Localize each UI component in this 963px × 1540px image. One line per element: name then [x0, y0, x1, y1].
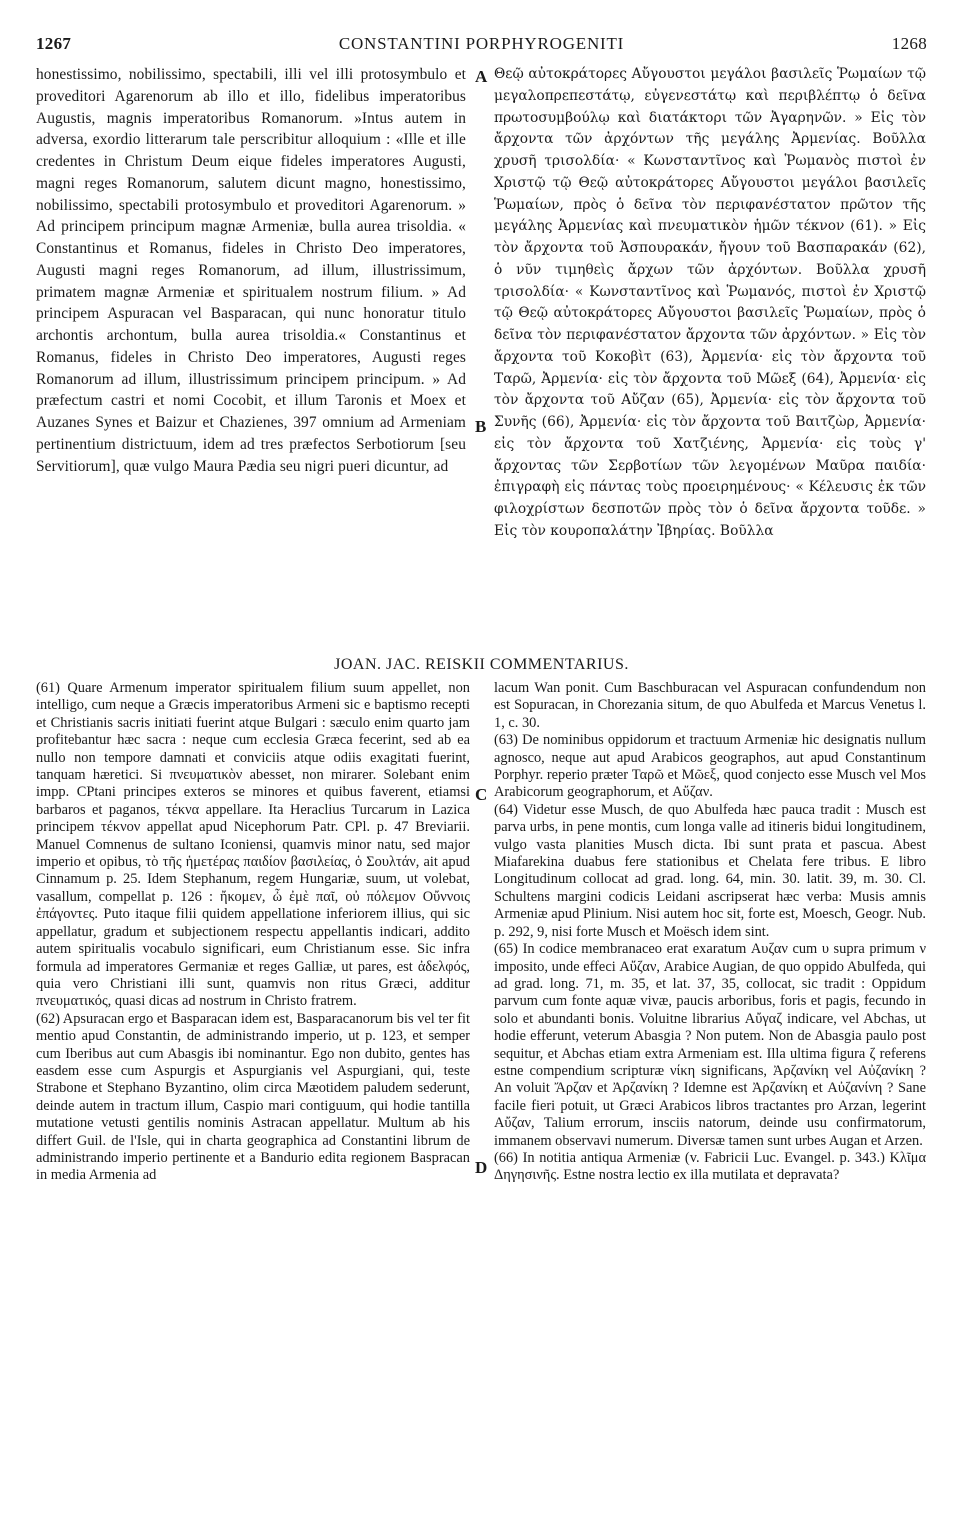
commentary-heading: JOAN. JAC. REISKII COMMENTARIUS.	[334, 656, 629, 673]
commentary-note: lacum Wan ponit. Cum Baschburacan vel Aspuracan confundendum non est Sopuracan, in Chorezania situm, de quo Abulfeda et Marcus Venetus l. 1, c. 30.	[494, 680, 926, 731]
section-marker-d: D	[475, 1158, 488, 1177]
commentary-note: (66) In notitia antiqua Armeniæ (v. Fabricii Luc. Evangel. p. 343.) Κλῖμα Δηγησινῆς. Estne nostra lectio ex illa mutilata et depravata?	[494, 1149, 926, 1184]
commentary-note: (61) Quare Armenum imperator spiritualem filium suum appellet, non intelligo, cum neque a Græcis imperatoribus Armeni sic e baptismo recepti et Christianis sacris initiati fuerint atque Bulgari : sæculo enim quarto jam profitebantur hæc sacra : neque cum ecclesia Græca fecerint, sed ab ea nullo non tempore damnati et conviciis atque odiis exagitati fuerint, tanquam hæretici. Si πνευματικὸν abesset, non mirarer. Solebant enim impp. CPtani principes exteros se minores et quibus faverent, etiamsi barbaros et paganos, τέκνα appellare. Ita Heraclius Turcarum in Lazica principem τέκνον appellat apud Nicephorum Patr. CPl. p. 47 Breviarii. Manuel Comnenus de sultano Iconiensi, quamvis minor natu, sed major imperio et opibus, τὸ τῆς ἡμετέρας παιδίον βασιλείας, ὁ Σουλτάν, ait apud Cinnamum p. 25. Idem Stephanum, regem Hungariæ, suum, ut volebat, vasallum, compellat p. 126 : ἤκομεν, ὦ ἐμὲ παῖ, οὐ πόλεμον Οὔννοις ἐπάγοντες. Puto itaque filii quidem appellatione inferiorem illius, qui sic appellatur, gradum et subjectionem respectu appellantis indicari, addito autem spiritualis vocabulo significari, eum Christianum esse. Sic infra formula ad imperatores Germaniæ et reges Galliæ, ut pares, est ἀδελφός, quia vero Christiani illi sunt, quamvis non ritus Græci, additur πνευματικός, quasi dicas ad nostrum in Christo fratrem.	[36, 680, 470, 1010]
section-marker-c: C	[475, 785, 488, 804]
commentary-note: (63) De nominibus oppidorum et tractuum Armeniæ hic designatis nullum agnosco, neque aut apud Arabicos geographos, aut apud Constantinum Porphyr. reperio præter Ταρῶ et Μῶεξ, quod conjecto esse Musch vel Mos Arabicorum geographorum, et Αὔζαν.	[494, 732, 926, 801]
running-title: CONSTANTINI PORPHYROGENITI	[338, 34, 625, 53]
commentary-note: (64) Videtur esse Musch, de quo Abulfeda hæc pauca tradit : Musch est parva urbs, in pene montis, cum longa valle ad itineris bidui longitudinem, vulgo vasta planities Musch dicta. Ibi sunt prata et pascua. Abest Miafarekina duabus fere stationibus et Chelata fere tribus. E libro Longitudinum collocat ad grad. long. 64, min. 30. latit. 39, m. 30. Cl. Schultens margini codicis Leidani ascripserat hæc verba: Musis amnis Armeniæ apud Plinium. Nisi autem hoc sit, forte est, Moesch, Geogr. Nub. p. 292, 9, nisi forte Musch et Moësch idem sint.	[494, 801, 926, 940]
commentary-right-column	[494, 680, 926, 1185]
section-marker-b: B	[475, 417, 487, 436]
commentary-note: (62) Apsuracan ergo et Basparacan idem est, Basparacanorum bis vel ter fit mentio apud Constantin, de administrando imperio, ut p. 123, et semper cum Iberibus aut cum Abasgis ibi nominantur. Ego non dubito, gentes has easdem esse cum Aspurgis et Aspurgianis vel Aspurgiani, qui, teste Strabone et Stephano Byzantino, olim circa Mæotidem paludem sederunt, deinde autem in tractum illum, Caspio mari contiguum, qui hodie tantilla mutatione vetusti gentilis nominis Astracan appellatur. Multum ab his differt Guil. de l'Isle, qui in charta geographica ad Constantini librum de administrando imperio pertinente et a Bandurio edita regionem Baspracan in media Armenia ad	[36, 1010, 470, 1184]
section-marker-a: A	[475, 67, 488, 86]
commentary-left-column	[36, 680, 470, 1185]
commentary-note: (65) In codice membranaceo erat exaratum Αυζαν cum υ supra primum ν imposito, unde effeci Αὔζαν, Arabice Augian, de quo oppido Abulfeda, qui ad grad. long. 71, m. 35, et lat. 37, 35, collocat, sic tradit : Oppidum parvum cum fonte aquæ vivæ, paucis arboribus, foris et pagis, fecundo in solo et abundanti bonis. Voluitne librarius Αὔγαζ indicare, vel Abchas, ut hodie efferunt, veterum Abasgia ? Non putem. Non de Abasgia paulo post sequitur, et Abchas etiam extra Armeniam est. Illa ultima figura ζ referens estne compendium scripturæ νίκη significans, Ἀρζανίκη vel Αὐζανίκη ? An voluit Ἄρζαν et Ἀρζανίκη ? Idemne est Ἀρζανίκη et Αὐζανίνη ? Sane facile fieri potuit, ut Græci Arabicos libros tractantes pro Arzan, legerint Αὔζαν, Talium errorum, insciis natorum, deinde usu confirmatorum, immanem observavi numerum. Diversæ tamen sunt urbes Augan et Arzen.	[494, 941, 926, 1149]
greek-text-column	[494, 64, 926, 543]
greek-text: Θεῷ αὐτοκράτορες Αὔγουστοι μεγάλοι βασιλεῖς Ῥωμαίων τῷ μεγαλοπρεπεστάτῳ, εὐγενεστάτῳ καὶ περιβλέπτῳ ὁ δεῖνα πρωτοσυμβούλῳ καὶ διατάκτορι τῶν Ἀγαρηνῶν. » Εἰς τὸν ἄρχοντα τῶν ἀρχόντων τῆς μεγάλης Ἀρμενίας. Βοῦλλα χρυσῆ τρισολδία· « Κωνσταντῖνος καὶ Ῥωμανὸς πιστοὶ ἐν Χριστῷ τῷ Θεῷ αὐτοκράτορες Αὔγουστοι μεγάλοι βασιλεῖς Ῥωμαίων, πρὸς ὁ δεῖνα τὸν περιφανέστατον πρῶτον τῆς μεγάλης Ἀρμενίας καὶ πνευματικὸν ἡμῶν τέκνον (61). » Εἰς τὸν ἄρχοντα τοῦ Ἀσπουρακάν, ἤγουν τοῦ Βασπαρακάν (62), ὁ νῦν τιμηθεὶς ἄρχων τῶν ἀρχόντων. Βοῦλλα χρυσῆ τρισολδία· « Κωνσταντῖνος καὶ Ῥωμανός, πιστοὶ ἐν Χριστῷ τῷ Θεῷ αὐτοκράτορες Αὔγουστοι βασιλεῖς Ῥωμαίων, πρὸς ὁ δεῖνα τὸν περιφανέστατον ἄρχοντα τῶν ἀρχόντων. » Εἰς τὸν ἄρχοντα τοῦ Κοκοβὶτ (63), Ἀρμενία· εἰς τὸν ἄρχοντα τοῦ Ταρῶ, Ἀρμενία· εἰς τὸν ἄρχοντα τοῦ Μῶεξ (64), Ἀρμενία· εἰς τὸν ἄρχοντα τοῦ Αὔζαν (65), Ἀρμενία· εἰς τὸν ἄρχοντα τοῦ Συνῆς (66), Ἀρμενία· εἰς τὸν ἄρχοντα τοῦ Βαιτζὼρ, Ἀρμενία· εἰς τὸν ἄρχοντα τοῦ Χατζιένης, Ἀρμενία· εἰς τοὺς γ' ἄρχοντας τῶν Σερβοτίων τῶν λεγομένων Μαῦρα παιδία· ἐπιγραφὴ εἰς πάντας τοὺς προειρημένους· « Κέλευσις ἐκ τῶν φιλοχρίστων δεσποτῶν πρὸς τὸν ὁ δεῖνα ἄρχοντα τοῦδε. » Εἰς τὸν κουροπαλάτην Ἰβηρίας. Βοῦλλα	[494, 66, 926, 539]
running-header	[36, 34, 927, 56]
latin-text: honestissimo, nobilissimo, spectabili, illi vel illi protosymbulo et proveditori Agarenorum ab illo et illo, fidelibus imperatoribus Augustis, magnis imperatoribus Romanorum. »Intus autem in adversa, exordio litterarum tale perscribitur alloquium : «Ille et ille credentes in Christum Deum eique fideles imperatores Augusti, magni reges Romanorum, salutem dicunt magno, honestissimo, nobilissimo, spectabili protosymbulo et proveditori Agarenorum. » Ad principem principum magnæ Armeniæ, bulla aurea trisoldia. « Constantinus et Romanus, fideles in Christo Deo imperatores, Augusti magni reges Romanorum, ad illum, illustrissimum, primatem magnæ Armeniæ et spiritualem nostrum filium. » Ad principem Aspuracan vel Basparacan, qui nunc honoratur titulo archontis archontum, bulla aurea trisoldia.« Constantinus et Romanus, fideles in Christo Deo imperatores, Augusti reges Romanorum ad illum, illustrissimum principem principum. » Ad præfectum castri et nomi Cocobit, et illum Taronis et Moex et Auzanes Synes et Baizur et Chazienes, 397 omnium ad Armeniam pertinentium districtuum, idem ad tres præfectos Serbotiorum [seu Servitiorum], quæ vulgo Maura Pædia seu nigri pueri dicuntur, ad	[36, 66, 466, 475]
latin-translation-column	[36, 64, 466, 477]
right-page-number: 1268	[891, 34, 927, 53]
left-page-number: 1267	[36, 34, 72, 53]
